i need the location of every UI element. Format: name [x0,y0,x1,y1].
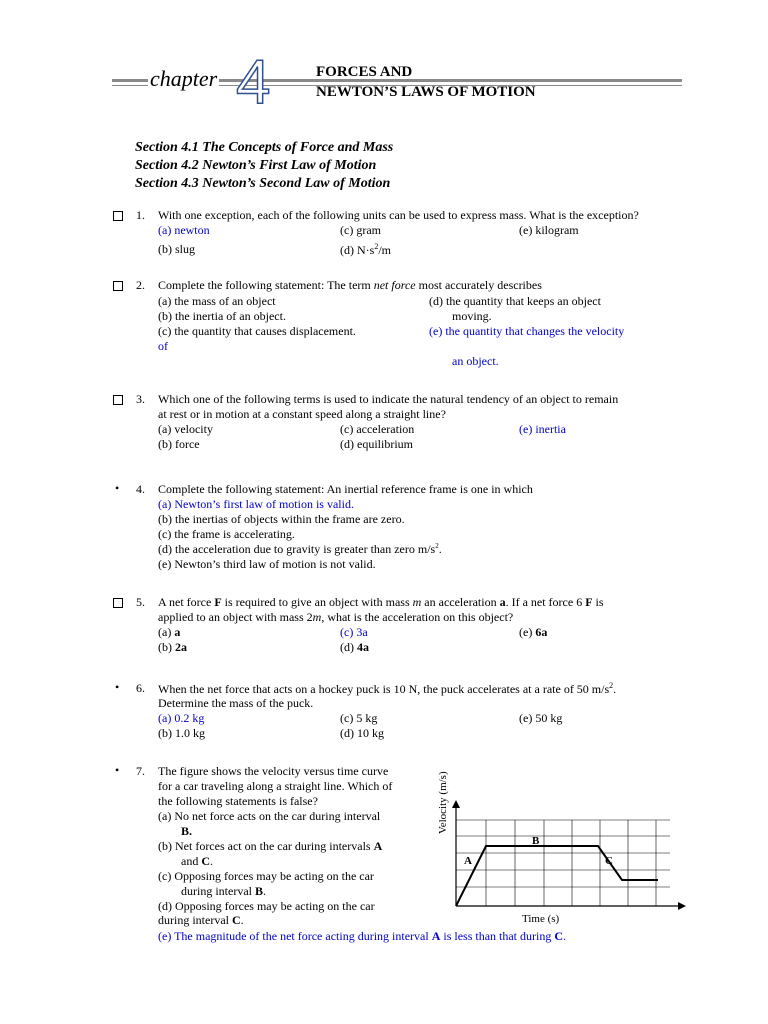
option-a-correct: (a) 0.2 kg [158,711,205,725]
bullet-icon: • [115,680,120,694]
option-e: (e) 50 kg [519,711,563,725]
section-heading: Section 4.3 Newton’s Second Law of Motion [135,176,391,191]
option-c: (c) Opposing forces may be acting on the car [158,869,374,883]
question-number: 6. [136,681,145,695]
question-text: at rest or in motion at a constant speed along a straight line? [158,407,446,421]
option-a: (a) velocity [158,422,213,436]
option-e-correct: (e) inertia [519,422,566,436]
interval-label-c: C [605,855,613,867]
option-b: (b) the inertia of an object. [158,309,286,323]
option-d-cont: during interval C. [158,913,244,927]
question-text: for a car traveling along a straight line. Which of [158,779,393,793]
option-c: (c) gram [340,223,381,237]
option-c-correct: (c) 3a [340,625,368,639]
question-text: Complete the following statement: An inertial reference frame is one in which [158,482,533,496]
option-d: (d) 10 kg [340,726,384,740]
chapter-word: chapter [150,66,218,91]
section-heading: Section 4.1 The Concepts of Force and Mass [135,140,394,155]
chapter-title-line1: FORCES AND [316,64,413,80]
option-b-cont: and C. [181,854,213,868]
option-c: (c) 5 kg [340,711,378,725]
question-text: The figure shows the velocity versus time curve [158,764,389,778]
question-text: A net force F is required to give an object with mass m an acceleration a. If a net force 6 F is [158,595,604,609]
option-b: (b) 2a [158,640,187,654]
option-b: (b) Net forces act on the car during intervals A [158,839,383,853]
option-b: (b) force [158,437,200,451]
question-number: 1. [136,208,145,222]
option-c-cont: during interval B. [181,884,266,898]
question-number: 5. [136,595,145,609]
velocity-time-graph [430,752,690,932]
option-a-correct: (a) newton [158,223,210,237]
section-heading: Section 4.2 Newton’s First Law of Motion [135,158,377,173]
question-text: When the net force that acts on a hockey puck is 10 N, the puck accelerates at a rate of 50 $m/s^2$. [158,681,617,696]
option-d: (d) equilibrium [340,437,413,451]
y-axis-arrow-icon [452,800,460,808]
question-number: 3. [136,392,145,406]
chapter-title-line2: NEWTON’S LAWS OF MOTION [316,84,536,100]
option-d: (d) the quantity that keeps an object [429,294,601,308]
option-e: (e) kilogram [519,223,579,237]
question-number: 7. [136,764,145,778]
option-d: (d) Opposing forces may be acting on the car [158,899,375,913]
option-c: (c) the frame is accelerating. [158,527,295,541]
option-e-cont: of [158,339,168,353]
option-a: (a) the mass of an object [158,294,276,308]
option-e: (e) 6a [519,625,548,639]
question-text: the following statements is false? [158,794,318,808]
question-checkbox[interactable] [113,598,123,608]
question-checkbox[interactable] [113,211,123,221]
option-a-correct: (a) Newton’s first law of motion is valid. [158,497,354,511]
option-e-cont: an object. [452,354,499,368]
bullet-icon: • [115,763,120,777]
option-c: (c) the quantity that causes displacement. [158,324,356,338]
option-d-cont: moving. [452,309,492,323]
option-e: (e) Newton’s third law of motion is not valid. [158,557,376,571]
option-b: (b) slug [158,242,195,256]
question-number: 2. [136,278,145,292]
question-text: applied to an object with mass 2m, what is the acceleration on this object? [158,610,514,624]
option-a: (a) No net force acts on the car during interval [158,809,381,823]
graph-axes [452,800,686,910]
question-text: With one exception, each of the following units can be used to express mass. What is the exception? [158,208,639,222]
graph-grid [456,820,670,906]
x-axis-arrow-icon [678,902,686,910]
x-axis-label: Time (s) [522,913,560,925]
option-d: (d) $N\cdot s^2/m$ [340,242,391,257]
question-text: Complete the following statement: The term net force most accurately describes [158,278,542,292]
question-text: Which one of the following terms is used to indicate the natural tendency of an object to remain [158,392,619,406]
option-a-cont: B. [181,824,193,838]
option-b: (b) 1.0 kg [158,726,205,740]
question-checkbox[interactable] [113,281,123,291]
question-checkbox[interactable] [113,395,123,405]
option-b: (b) the inertias of objects within the frame are zero. [158,512,405,526]
option-e-correct: (e) the quantity that changes the velocity [429,324,625,338]
interval-label-b: B [532,835,540,847]
question-text: Determine the mass of the puck. [158,696,314,710]
question-number: 4. [136,482,145,496]
option-d: (d) 4a [340,640,369,654]
option-a: (a) a [158,625,181,639]
option-e-correct: (e) The magnitude of the net force acting during interval A is less than that during C. [158,929,567,943]
chapter-number: 4 [236,48,271,117]
option-c: (c) acceleration [340,422,415,436]
interval-label-a: A [464,855,472,867]
bullet-icon: • [115,481,120,495]
option-d: (d) the acceleration due to gravity is greater than zero $m/s^2$. [158,542,442,556]
y-axis-label: Velocity (m/s) [437,771,449,834]
